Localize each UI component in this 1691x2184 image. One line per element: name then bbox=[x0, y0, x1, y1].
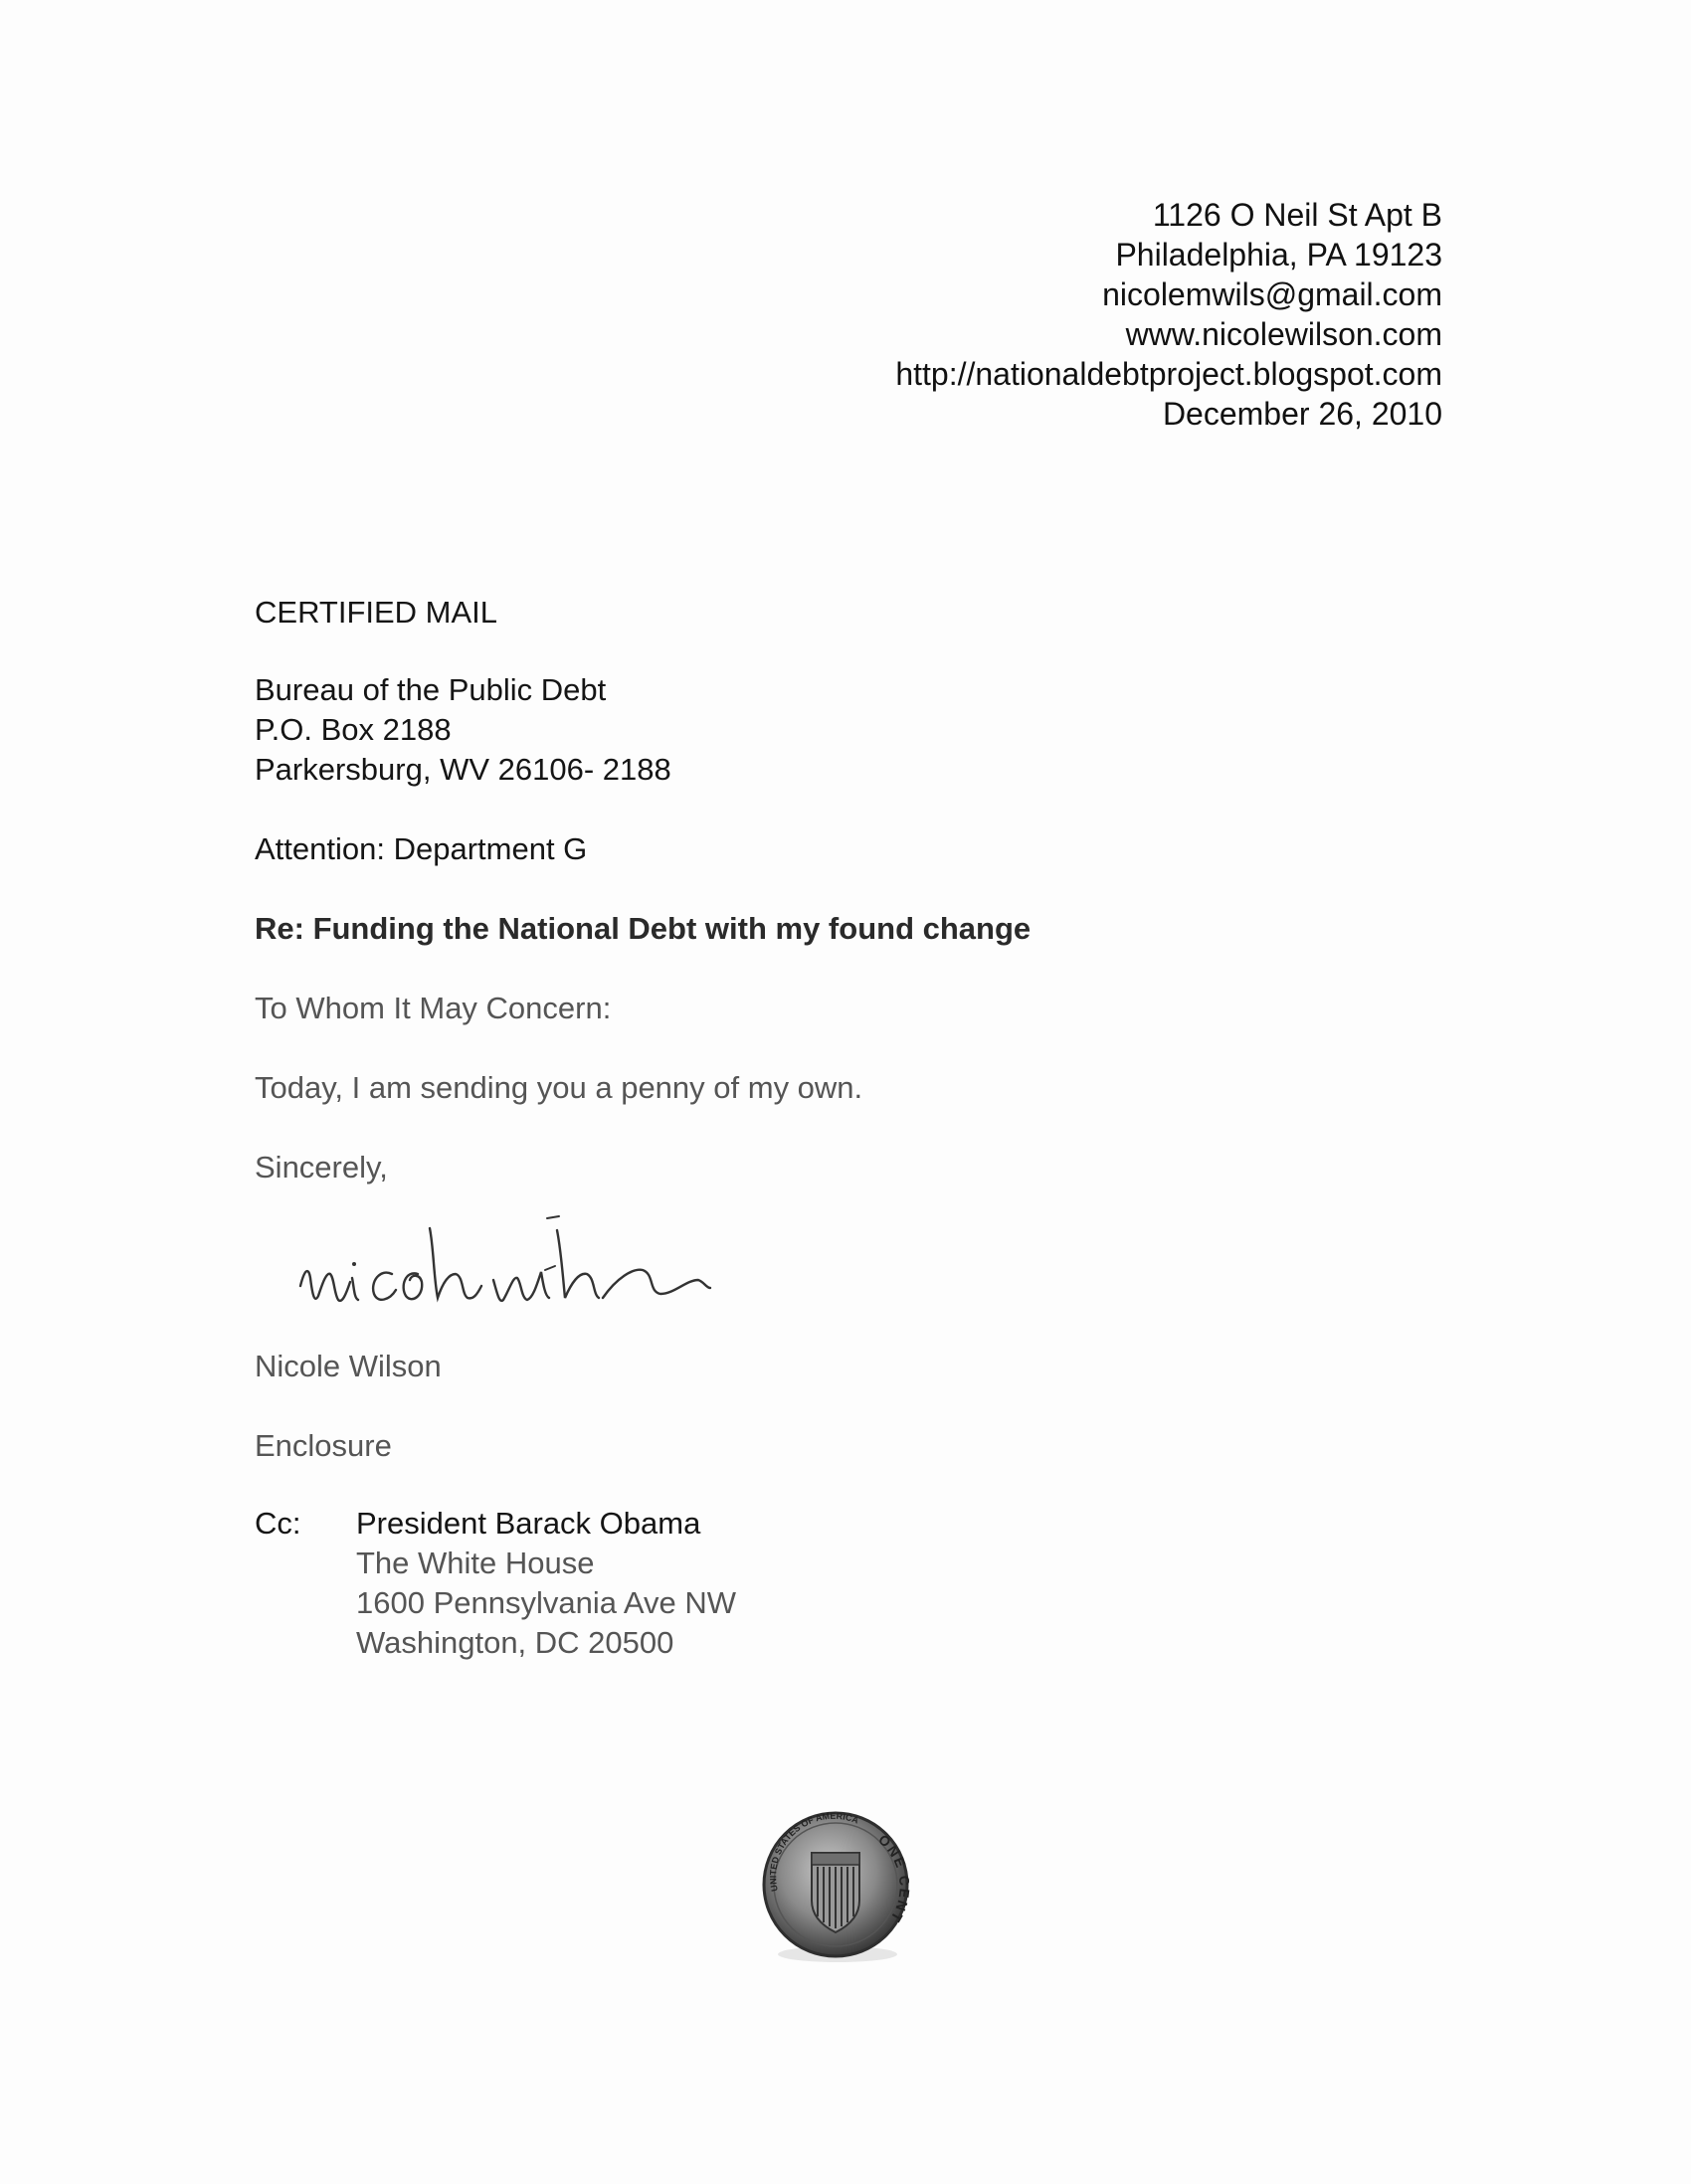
sender-blog: http://nationaldebtproject.blogspot.com bbox=[895, 356, 1442, 392]
signature-name: Nicole Wilson bbox=[255, 1349, 442, 1383]
penny-coin-icon bbox=[756, 1805, 915, 1964]
penny-right-inscription: ONE CENT bbox=[875, 1831, 913, 1926]
cc-address-block bbox=[356, 1504, 736, 1663]
penny-top-inscription: UNITED STATES OF AMERICA bbox=[768, 1810, 860, 1893]
cc-label: Cc: bbox=[255, 1506, 301, 1541]
salutation: To Whom It May Concern: bbox=[255, 991, 612, 1025]
recipient-address-block bbox=[255, 670, 671, 790]
sender-website: www.nicolewilson.com bbox=[1125, 316, 1442, 352]
subject-line: Re: Funding the National Debt with my found change bbox=[255, 911, 1032, 946]
handwritten-signature bbox=[288, 1208, 726, 1318]
sender-email: nicolemwils@gmail.com bbox=[1102, 276, 1442, 312]
sender-street: 1126 O Neil St Apt B bbox=[1152, 197, 1442, 233]
cc-name: President Barack Obama bbox=[356, 1506, 701, 1541]
letter-body: Today, I am sending you a penny of my own. bbox=[255, 1070, 863, 1105]
sender-address-block bbox=[895, 195, 1442, 434]
delivery-method: CERTIFIED MAIL bbox=[255, 595, 498, 630]
enclosure-note: Enclosure bbox=[255, 1428, 392, 1463]
recipient-city: Parkersburg, WV 26106- 2188 bbox=[255, 752, 671, 787]
recipient-po-box: P.O. Box 2188 bbox=[255, 712, 452, 747]
penny-shield-icon bbox=[812, 1853, 859, 1932]
cc-org: The White House bbox=[356, 1546, 595, 1580]
letter-date: December 26, 2010 bbox=[1162, 396, 1442, 432]
cc-city: Washington, DC 20500 bbox=[356, 1625, 674, 1660]
closing: Sincerely, bbox=[255, 1150, 388, 1184]
sender-city: Philadelphia, PA 19123 bbox=[1115, 237, 1442, 273]
cc-street: 1600 Pennsylvania Ave NW bbox=[356, 1585, 736, 1620]
attention-line: Attention: Department G bbox=[255, 831, 588, 866]
recipient-name: Bureau of the Public Debt bbox=[255, 672, 607, 707]
